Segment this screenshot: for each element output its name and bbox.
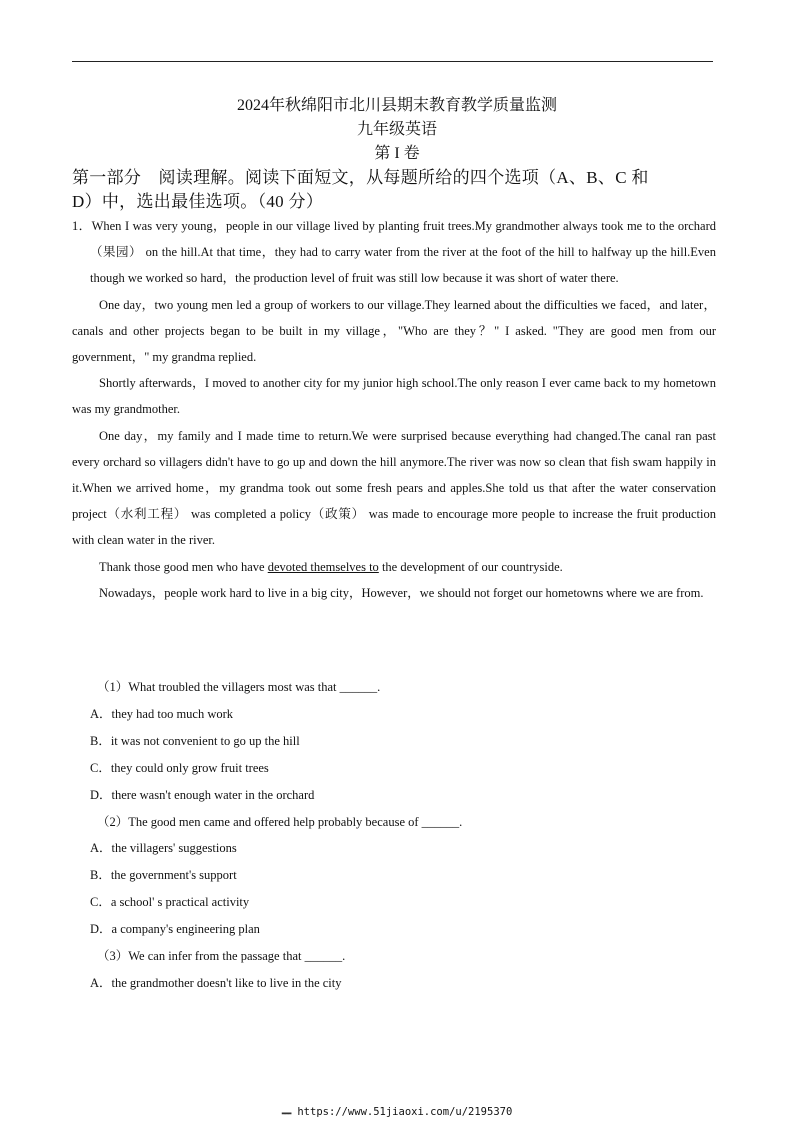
reading-passage bbox=[72, 213, 716, 606]
question-2: （2）The good men came and offered help probably because of ______. bbox=[97, 814, 463, 829]
passage-paragraph-5-after: the development of our countryside. bbox=[378, 559, 563, 574]
title-block bbox=[0, 94, 794, 166]
passage-paragraph-1 bbox=[72, 213, 716, 292]
question-1-option-d: D．there wasn't enough water in the orchard bbox=[90, 787, 315, 802]
question-1-option-a: A．they had too much work bbox=[90, 706, 234, 721]
question-1-option-c: C．they could only grow fruit trees bbox=[90, 760, 269, 775]
exam-title: 2024年秋绵阳市北川县期末教育教学质量监测 bbox=[236, 97, 557, 114]
question-number: 1． bbox=[72, 219, 92, 233]
question-list bbox=[90, 674, 710, 997]
footer-url[interactable]: https://www.51jiaoxi.com/u/2195370 bbox=[297, 1106, 513, 1118]
question-3-option-a: A．the grandmother doesn't like to live in the city bbox=[90, 975, 342, 990]
passage-paragraph-2: One day，two young men led a group of workers to our village.They learned about the difficulties we faced，and later，canals and other projects began to be built in my village，"Who are they？" I asked. "They are good men from our government，" my grandma replied. bbox=[72, 297, 716, 365]
footer-marks: ▬▬▬ bbox=[281, 1110, 292, 1117]
section-heading-line1: 第一部分 阅读理解。阅读下面短文，从每题所给的四个选项（A、B、C 和 bbox=[72, 168, 649, 187]
question-2-option-a: A．the villagers' suggestions bbox=[90, 841, 237, 856]
passage-paragraph-5 bbox=[72, 554, 716, 580]
underlined-phrase: devoted themselves to bbox=[267, 559, 379, 574]
passage-paragraph-3: Shortly afterwards，I moved to another city for my junior high school.The only reason I ever came back to my hometown was my grandmother. bbox=[72, 376, 716, 417]
question-2-option-b: B．the government's support bbox=[90, 868, 237, 883]
section-heading-line2: D）中，选出最佳选项。（40 分） bbox=[72, 192, 324, 211]
question-3: （3）We can infer from the passage that ______. bbox=[97, 949, 346, 964]
passage-paragraph-4: One day，my family and I made time to return.We were surprised because everything had changed.The canal ran past every orchard so villagers didn't have to go up and down the hill anymore.The river was now so clean that fish swam happily in it.When we arrived home，my grandma took out some fresh pears and apples.She told us that after the water conservation project（水利工程） was completed a policy（政策） was made to encourage more people to increase the fruit production with clean water in the river. bbox=[72, 428, 716, 548]
question-2-option-d: D．a company's engineering plan bbox=[90, 922, 260, 937]
question-1: （1）What troubled the villagers most was that ______. bbox=[97, 680, 381, 694]
question-2-option-c: C．a school' s practical activity bbox=[90, 895, 250, 910]
passage-paragraph-1-text: When I was very young，people in our village lived by planting fruit trees.My grandmother always took me to the orchard（果园） on the hill.At that time，they had to carry water from the river at the foot of the hill to halfway up the hill.Even though we worked so hard，the production level of fruit was still low because it was short of water there. bbox=[90, 219, 716, 286]
passage-paragraph-5-before: Thank those good men who have bbox=[99, 559, 268, 574]
exam-volume: 第 I 卷 bbox=[374, 145, 420, 162]
header-rule bbox=[72, 61, 713, 62]
page-footer bbox=[0, 1106, 794, 1118]
exam-subject: 九年级英语 bbox=[356, 121, 437, 138]
passage-paragraph-6: Nowadays，people work hard to live in a big city，However，we should not forget our hometowns where we are from. bbox=[99, 585, 704, 600]
question-1-option-b: B．it was not convenient to go up the hill bbox=[90, 733, 300, 748]
section-heading bbox=[72, 166, 718, 214]
